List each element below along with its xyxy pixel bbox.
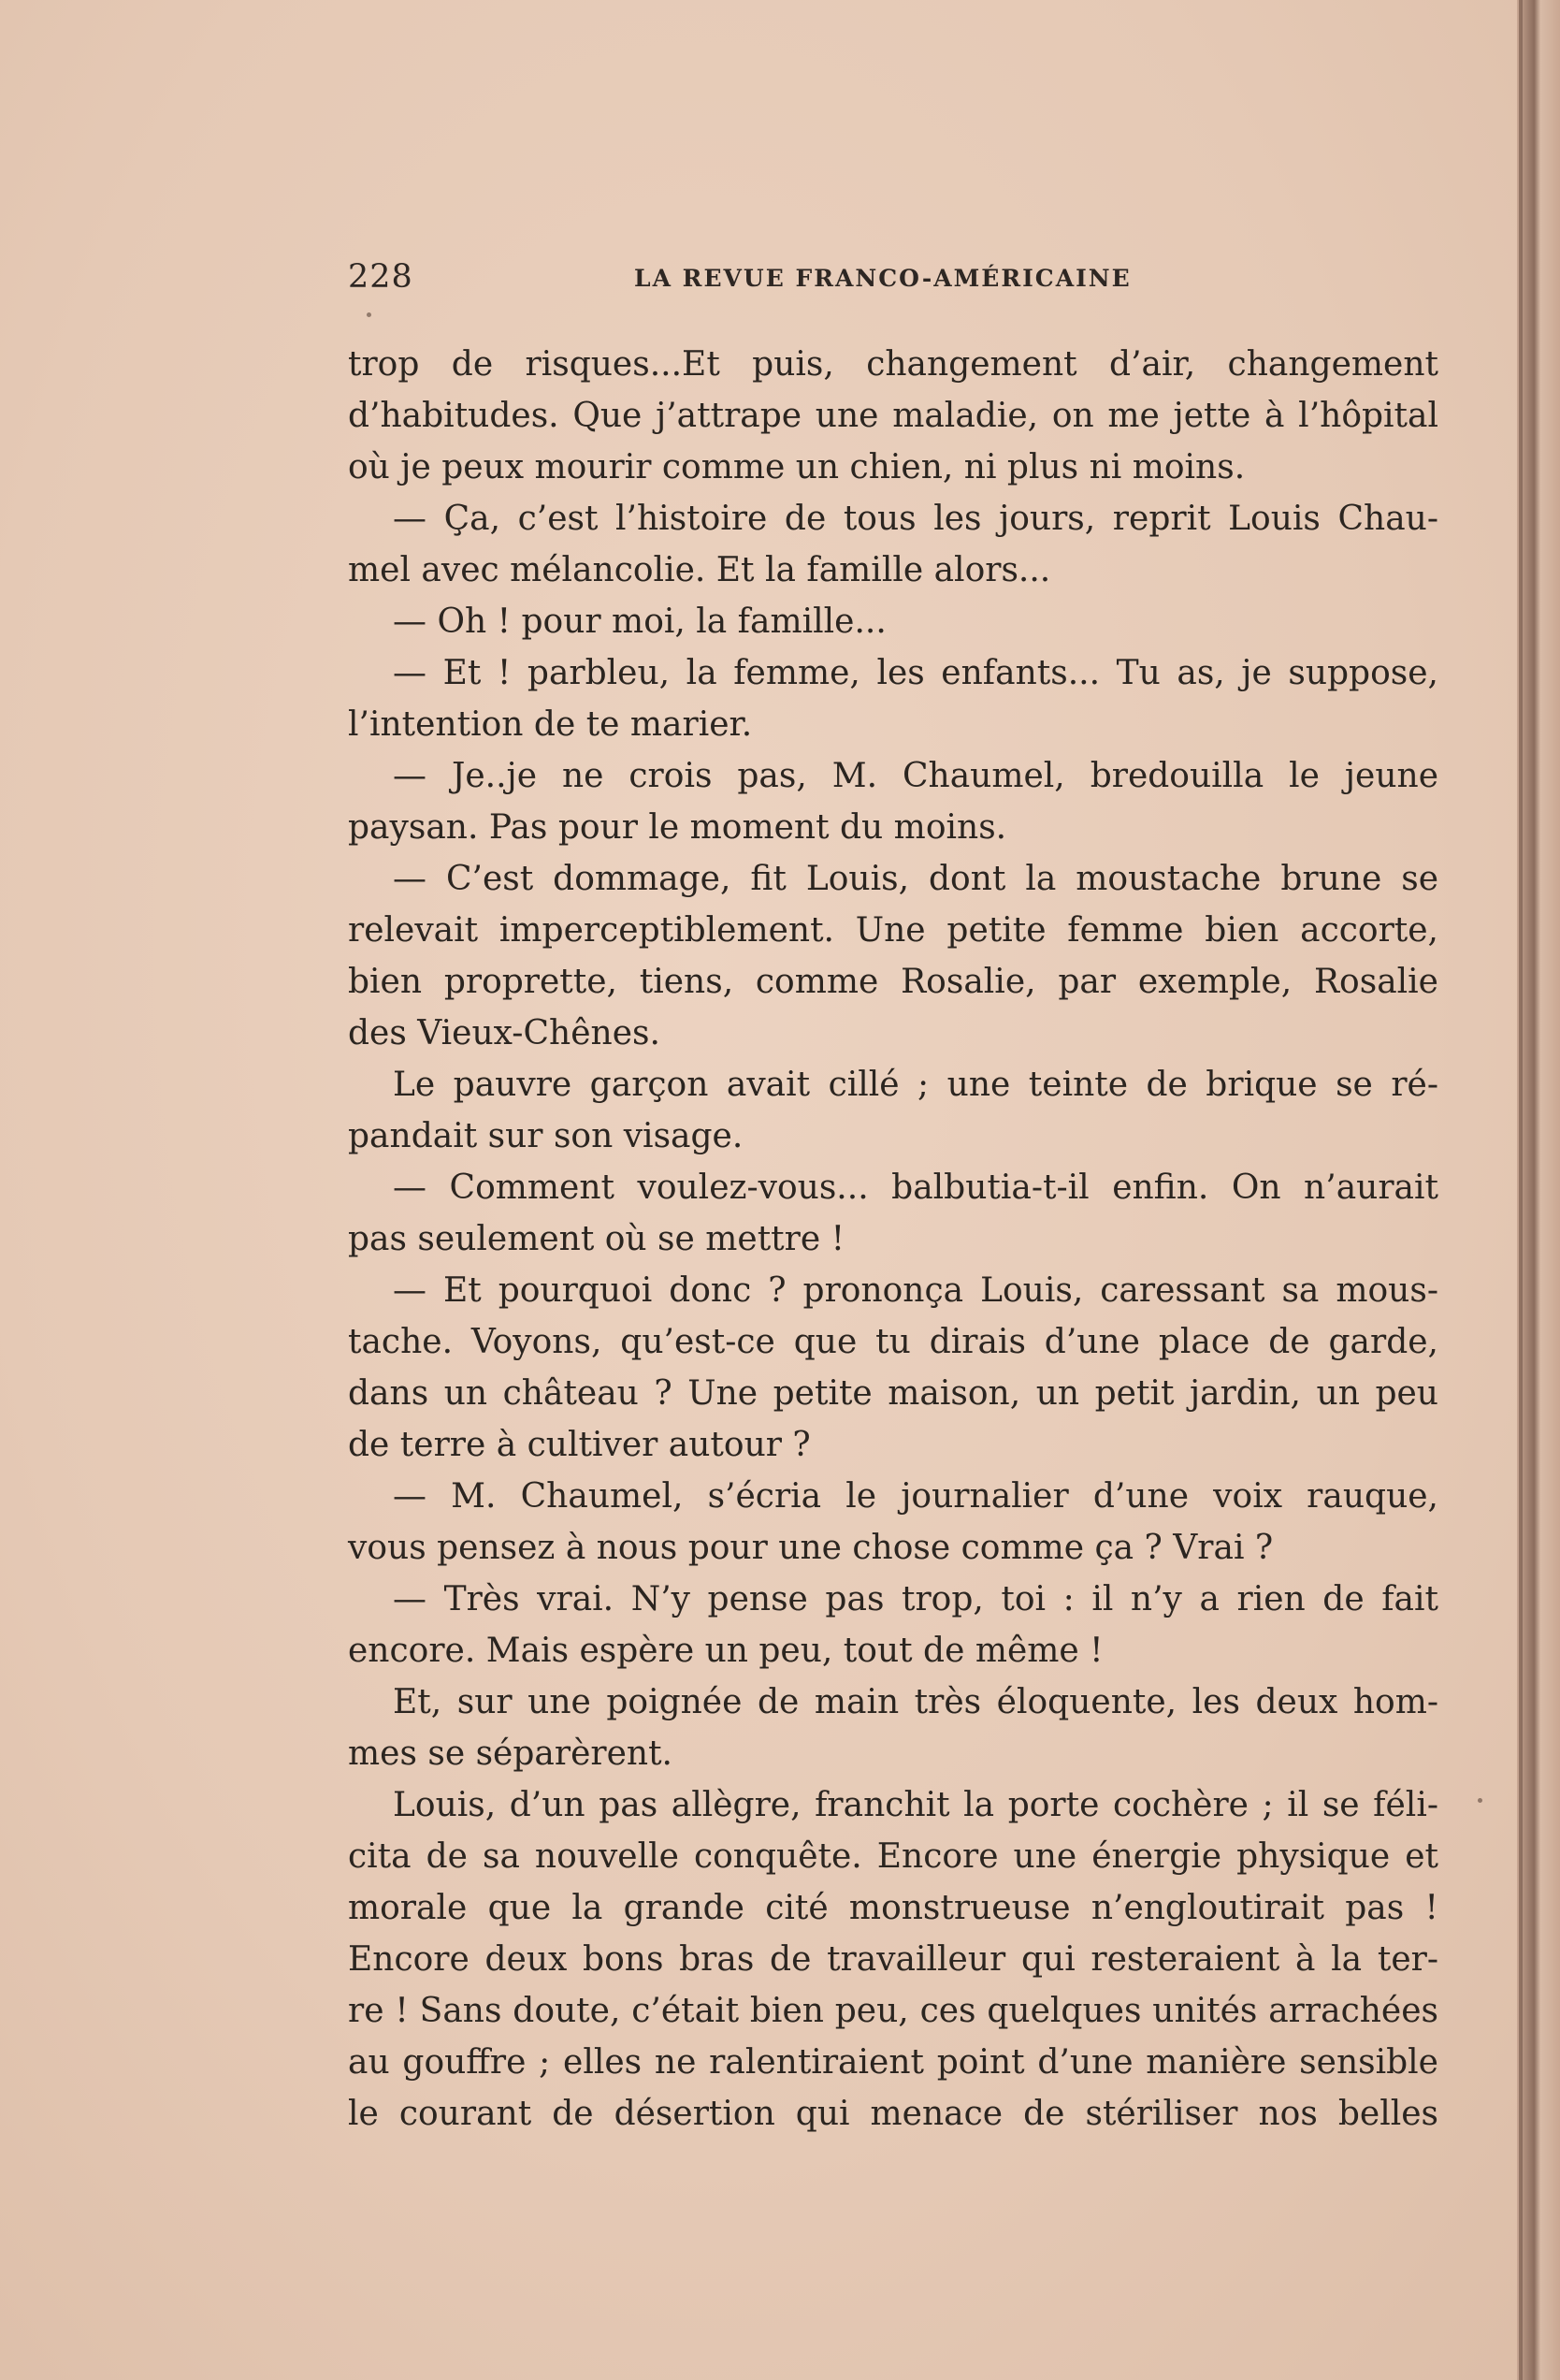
text-line: bien proprette, tiens, comme Rosalie, par exemple, Rosalie [348,963,1438,1001]
text-line: — Comment voulez-vous... balbutia-t-il enfin. On n’aurait [393,1168,1438,1207]
running-title: LA REVUE FRANCO-AMÉRICAINE [634,265,1132,292]
page-number: 228 [348,258,413,296]
body-text [348,339,1438,2140]
page-edge-shadow [1519,0,1523,2380]
text-line: Et, sur une poignée de main très éloquente, les deux hom- [393,1683,1438,1721]
text-line: — C’est dommage, fit Louis, dont la moustache brune se [393,860,1438,898]
text-line: morale que la grande cité monstrueuse n’engloutirait pas ! [348,1889,1438,1927]
text-line: d’habitudes. Que j’attrape une maladie, on me jette à l’hôpital [348,397,1438,435]
text-line: — Oh ! pour moi, la famille... [393,602,887,641]
text-line: pas seulement où se mettre ! [348,1220,845,1258]
text-line: mel avec mélancolie. Et la famille alors... [348,551,1051,589]
text-line: relevait imperceptiblement. Une petite femme bien accorte, [348,911,1438,950]
text-line: au gouffre ; elles ne ralentiraient point d’une manière sensible [348,2043,1438,2082]
text-line: — Ça, c’est l’histoire de tous les jours, reprit Louis Chau- [393,500,1438,538]
text-line: trop de risques...Et puis, changement d’air, changement [348,345,1438,384]
text-line: paysan. Pas pour le moment du moins. [348,808,1007,847]
text-line: vous pensez à nous pour une chose comme ça ? Vrai ? [348,1529,1274,1567]
text-line: où je peux mourir comme un chien, ni plus ni moins. [348,448,1246,486]
text-line: — M. Chaumel, s’écria le journalier d’une voix rauque, [393,1477,1438,1516]
text-line: — Et pourquoi donc ? prononça Louis, caressant sa mous- [393,1271,1438,1310]
text-line: l’intention de te marier. [348,705,753,744]
text-line: — Très vrai. N’y pense pas trop, toi : il n’y a rien de fait [393,1580,1438,1618]
text-line: Le pauvre garçon avait cillé ; une teinte de brique se ré- [393,1066,1438,1104]
text-line: encore. Mais espère un peu, tout de même ! [348,1632,1104,1670]
text-line: tache. Voyons, qu’est-ce que tu dirais d’une place de garde, [348,1323,1438,1361]
text-line: — Et ! parbleu, la femme, les enfants... Tu as, je suppose, [393,654,1438,692]
text-line: cita de sa nouvelle conquête. Encore une énergie physique et [348,1837,1438,1876]
text-line: le courant de désertion qui menace de stériliser nos belles [348,2095,1438,2133]
text-line: Encore deux bons bras de travailleur qui resteraient à la ter- [348,1940,1438,1979]
text-line: de terre à cultiver autour ? [348,1426,811,1464]
page-binding-edge [1517,0,1560,2380]
text-line: des Vieux-Chênes. [348,1014,660,1052]
text-line: Louis, d’un pas allègre, franchit la porte cochère ; il se féli- [393,1786,1438,1824]
text-line: — Je..je ne crois pas, M. Chaumel, bredouilla le jeune [393,757,1438,795]
paper-speck [367,312,371,317]
text-line: pandait sur son visage. [348,1117,744,1155]
running-header [348,258,1433,296]
text-line: re ! Sans doute, c’était bien peu, ces quelques unités arrachées [348,1992,1438,2030]
paper-speck [1478,1798,1482,1803]
text-line: mes se séparèrent. [348,1734,672,1773]
text-line: dans un château ? Une petite maison, un petit jardin, un peu [348,1374,1438,1413]
